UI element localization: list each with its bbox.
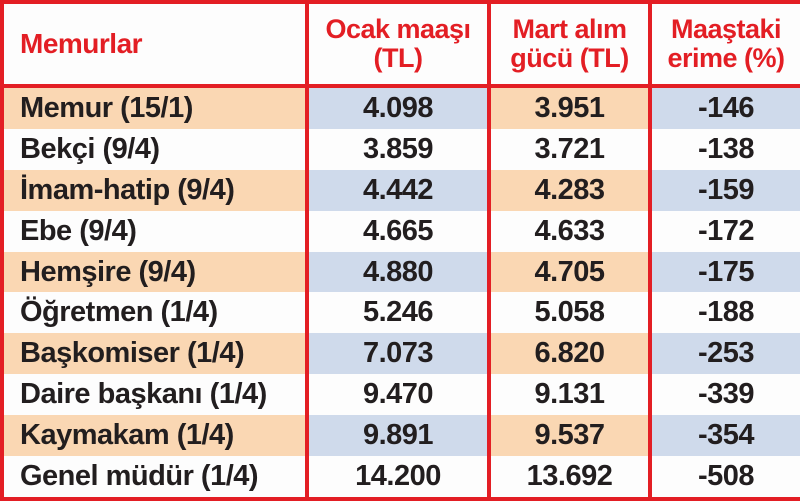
- mart-cell: 5.058: [489, 292, 650, 333]
- ocak-cell: 9.891: [307, 415, 489, 456]
- ocak-cell: 7.073: [307, 333, 489, 374]
- table-row: [2, 333, 800, 374]
- table-row: [2, 415, 800, 456]
- header-mart-alim-gucu: [489, 2, 650, 86]
- mart-cell: 3.951: [489, 86, 650, 129]
- erime-cell: -172: [650, 211, 800, 252]
- table-header: [2, 2, 800, 86]
- ocak-cell: 4.098: [307, 86, 489, 129]
- header-ocak-line2: (TL): [373, 43, 423, 73]
- table-row: [2, 456, 800, 499]
- erime-cell: -508: [650, 456, 800, 499]
- erime-cell: -339: [650, 374, 800, 415]
- employee-name-cell: Hemşire (9/4): [2, 252, 307, 293]
- mart-cell: 9.537: [489, 415, 650, 456]
- table-row: [2, 170, 800, 211]
- employee-name-cell: Daire başkanı (1/4): [2, 374, 307, 415]
- header-memurlar: [2, 2, 307, 86]
- table-row: [2, 374, 800, 415]
- erime-cell: -138: [650, 129, 800, 170]
- employee-name-cell: Memur (15/1): [2, 86, 307, 129]
- table-body: [2, 86, 800, 499]
- employee-name-cell: Başkomiser (1/4): [2, 333, 307, 374]
- table-row: [2, 129, 800, 170]
- ocak-cell: 4.665: [307, 211, 489, 252]
- employee-name-cell: Bekçi (9/4): [2, 129, 307, 170]
- header-row: [2, 2, 800, 86]
- ocak-cell: 4.442: [307, 170, 489, 211]
- erime-cell: -188: [650, 292, 800, 333]
- mart-cell: 4.633: [489, 211, 650, 252]
- mart-cell: 13.692: [489, 456, 650, 499]
- employee-name-cell: Kaymakam (1/4): [2, 415, 307, 456]
- erime-cell: -253: [650, 333, 800, 374]
- header-erime-line1: Maaştaki: [670, 13, 782, 44]
- table-row: [2, 211, 800, 252]
- table-row: [2, 252, 800, 293]
- ocak-cell: 9.470: [307, 374, 489, 415]
- erime-cell: -354: [650, 415, 800, 456]
- ocak-cell: 5.246: [307, 292, 489, 333]
- table-row: [2, 86, 800, 129]
- ocak-cell: 3.859: [307, 129, 489, 170]
- mart-cell: 4.283: [489, 170, 650, 211]
- header-ocak-maasi: [307, 2, 489, 86]
- erime-cell: -146: [650, 86, 800, 129]
- employee-name-cell: Genel müdür (1/4): [2, 456, 307, 499]
- employee-name-cell: Ebe (9/4): [2, 211, 307, 252]
- ocak-cell: 14.200: [307, 456, 489, 499]
- header-memurlar-label: Memurlar: [20, 27, 143, 59]
- erime-cell: -175: [650, 252, 800, 293]
- mart-cell: 9.131: [489, 374, 650, 415]
- employee-name-cell: Öğretmen (1/4): [2, 292, 307, 333]
- header-mart-line1: Mart alım: [512, 13, 627, 44]
- mart-cell: 6.820: [489, 333, 650, 374]
- employee-name-cell: İmam-hatip (9/4): [2, 170, 307, 211]
- header-mart-line2: gücü (TL): [510, 43, 629, 73]
- erime-cell: -159: [650, 170, 800, 211]
- mart-cell: 3.721: [489, 129, 650, 170]
- table-row: [2, 292, 800, 333]
- header-ocak-line1: Ocak maaşı: [325, 13, 471, 44]
- header-maastaki-erime: [650, 2, 800, 86]
- ocak-cell: 4.880: [307, 252, 489, 293]
- header-erime-line2: erime (%): [667, 43, 785, 73]
- mart-cell: 4.705: [489, 252, 650, 293]
